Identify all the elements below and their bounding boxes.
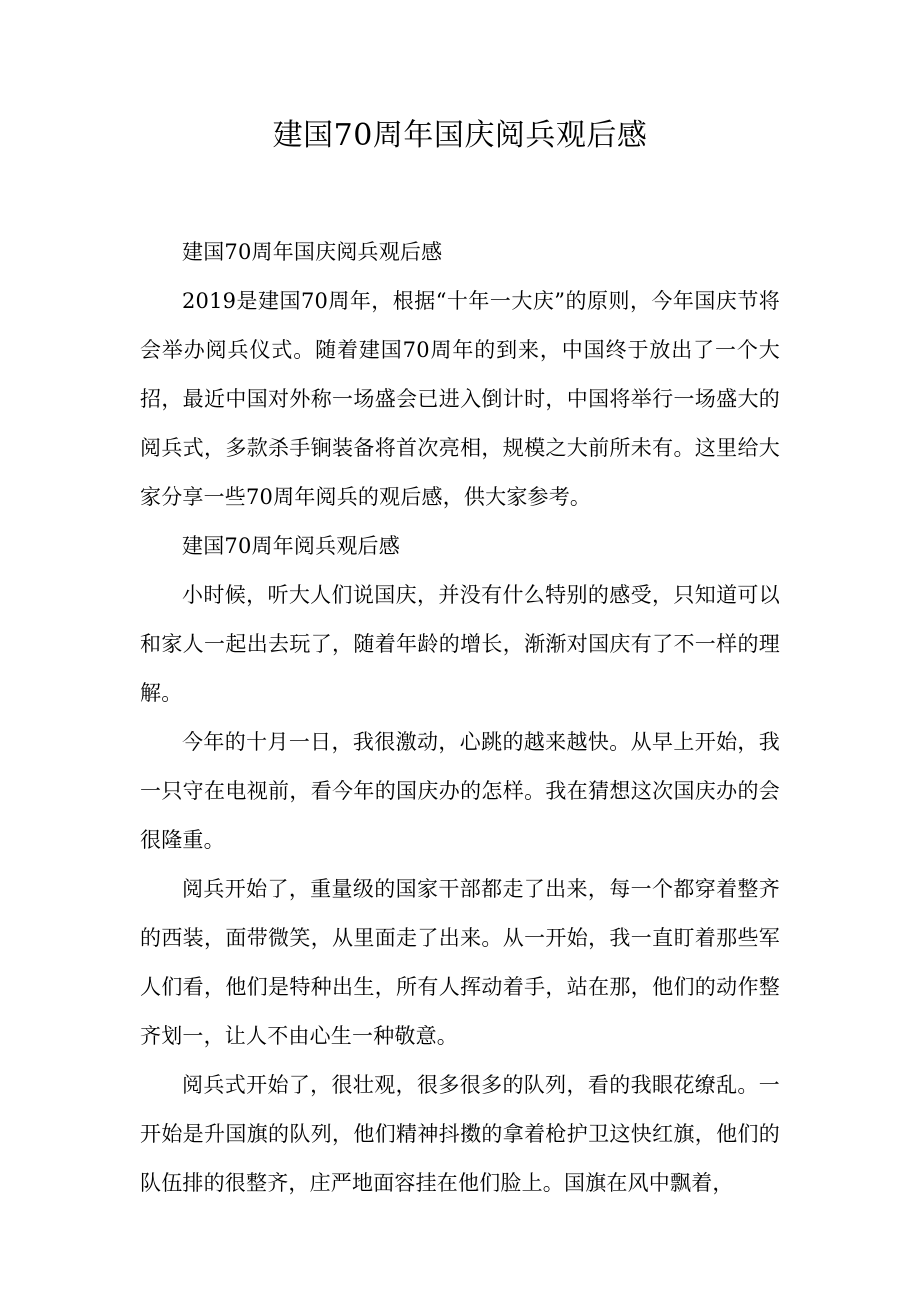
subtitle-paragraph: 建国70周年国庆阅兵观后感 — [182, 240, 443, 264]
intro-paragraph: 2019是建国70周年，根据“十年一大庆”的原则，今年国庆节将会举办阅兵仪式。随着建国70周年的到来，中国终于放出了一个大招，最近中国对外称一场盛会已进入倒计时，中国将举行一场盛大的阅兵式，多款杀手锏装备将首次亮相，规模之大前所未有。这里给大家分享一些70周年阅兵的观后感，供大家参考。 — [140, 289, 780, 509]
parade-formation-paragraph: 阅兵式开始了，很壮观，很多很多的队列，看的我眼花缭乱。一开始是升国旗的队列，他们精神抖擞的拿着枪护卫这快红旗，他们的队伍排的很整齐，庄严地面容挂在他们脸上。国旗在风中飘着， — [140, 1073, 780, 1195]
parade-start-paragraph: 阅兵开始了，重量级的国家干部都走了出来，每一个都穿着整齐的西装，面带微笑，从里面走了出来。从一开始，我一直盯着那些军人们看，他们是特种出生，所有人挥动着手，站在那，他们的动作整齐划一，让人不由心生一种敬意。 — [140, 877, 780, 1048]
document-title: 建国70周年国庆阅兵观后感 — [272, 118, 648, 153]
section-heading-paragraph: 建国70周年阅兵观后感 — [182, 534, 400, 558]
october-first-paragraph: 今年的十月一日，我很激动，心跳的越来越快。从早上开始，我一只守在电视前，看今年的国庆办的怎样。我在猜想这次国庆办的会很隆重。 — [140, 730, 780, 852]
document-body — [140, 228, 780, 1208]
childhood-paragraph: 小时候，听大人们说国庆，并没有什么特别的感受，只知道可以和家人一起出去玩了，随着年龄的增长，渐渐对国庆有了不一样的理解。 — [140, 583, 780, 705]
